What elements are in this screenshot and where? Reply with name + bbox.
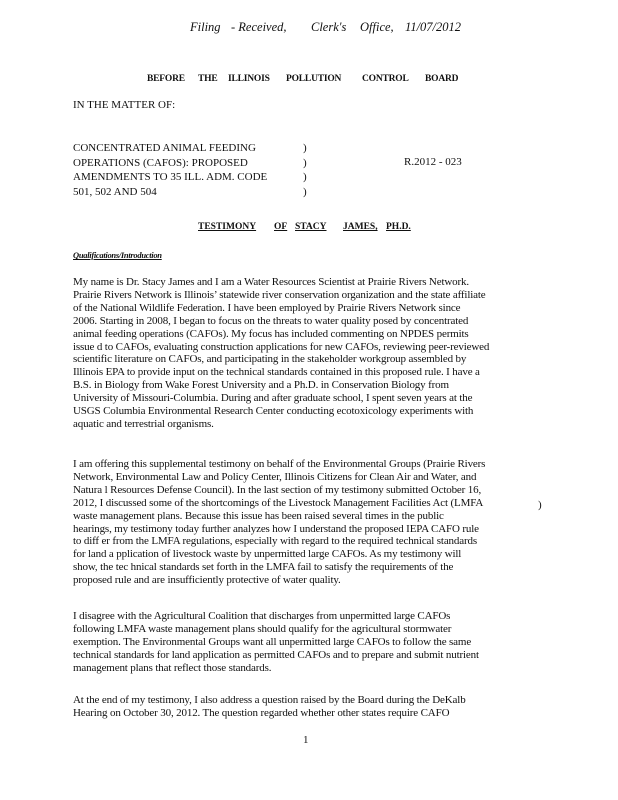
text-line: B.S. in Biology from Wake Forest University and a Ph.D. in Conservation Biology from bbox=[73, 379, 449, 392]
title-word: TESTIMONY bbox=[198, 222, 257, 232]
text-line: animal feeding operations (CAFOs). My focus has included commenting on NPDES permits bbox=[73, 327, 469, 340]
text-line: I disagree with the Agricultural Coalition that discharges from unpermitted large CAFOs bbox=[73, 610, 451, 622]
text-line: I am offering this supplemental testimony on behalf of the Environmental Groups (Prairie Rivers bbox=[73, 458, 486, 470]
page-number: 1 bbox=[303, 734, 309, 746]
filing-word-4: Office, bbox=[360, 20, 394, 34]
text-line: scientific literature on CAFOs, and participating in the stakeholder workgroup assembled by bbox=[73, 353, 467, 366]
title-word: OF bbox=[274, 222, 288, 232]
docket-number: R.2012 - 023 bbox=[404, 156, 462, 168]
case-caption bbox=[73, 141, 303, 199]
text-line: At the end of my testimony, I also address a question raised by the Board during the DeKalb bbox=[73, 694, 466, 706]
text-line: show, the tec hnical standards set forth in the LMFA fail to satisfy the requirements of the bbox=[73, 561, 454, 574]
board-heading-word: THE bbox=[198, 74, 218, 84]
paragraph-3 bbox=[73, 610, 479, 675]
paragraph-1 bbox=[73, 276, 489, 431]
title-word: JAMES, bbox=[343, 222, 378, 232]
text-line: waste management plans. Because this issue has been raised several times in the public bbox=[73, 509, 444, 522]
text-line: technical standards for land application as permitted CAFOs and to prepare and submit nutrient bbox=[73, 648, 479, 661]
text-line: 2012, I discussed some of the shortcomings of the Livestock Management Facilities Act (LMFA bbox=[73, 496, 484, 509]
caption-line: OPERATIONS (CAFOS): PROPOSED bbox=[73, 156, 248, 169]
text-line: of the National Wildlife Federation. I have been employed by Prairie Rivers Network since bbox=[73, 301, 461, 314]
text-line: to diff er from the LMFA regulations, especially with regard to the required technical standards bbox=[73, 535, 477, 548]
text-line: University of Missouri-Columbia. During and after graduate school, I spent seven years at the bbox=[73, 392, 473, 405]
board-heading-word: BEFORE bbox=[147, 74, 185, 84]
caption-line: CONCENTRATED ANIMAL FEEDING bbox=[73, 142, 256, 154]
text-line: Hearing on October 30, 2012. The question regarded whether other states require CAFO bbox=[73, 706, 450, 719]
text-line: following LMFA waste management plans should qualify for the agricultural stormwater bbox=[73, 622, 452, 635]
paren: ) bbox=[303, 185, 307, 198]
caption-parens bbox=[303, 141, 307, 199]
filing-word-1: Filing bbox=[190, 20, 221, 34]
text-line: Illinois EPA to provide input on the technical standards contained in this proposed rule. I have a bbox=[73, 366, 480, 379]
board-heading-word: BOARD bbox=[425, 74, 459, 84]
text-line: aquatic and terrestrial organisms. bbox=[73, 417, 214, 430]
filing-word-2: - Received, bbox=[231, 20, 287, 34]
text-line: Network, Environmental Law and Policy Center, Illinois Citizens for Clean Air and Water, and bbox=[73, 470, 477, 483]
paren: ) bbox=[303, 171, 307, 183]
text-line: exemption. The Environmental Groups want all unpermitted large CAFOs to follow the same bbox=[73, 635, 472, 648]
text-line: hearings, my testimony today further analyzes how I understand the proposed IEPA CAFO rule bbox=[73, 522, 479, 535]
matter-label: IN THE MATTER OF: bbox=[73, 99, 176, 111]
section-heading: Qualifications/Introduction bbox=[73, 250, 162, 260]
text-line: for land a pplication of livestock waste by unpermitted large CAFOs. As my testimony will bbox=[73, 548, 462, 561]
text-line: USGS Columbia Environmental Research Center conducting ecotoxicology experiments with bbox=[73, 405, 474, 418]
text-line: proposed rule and are insufficiently protective of water quality. bbox=[73, 574, 341, 587]
title-word: STACY bbox=[295, 222, 327, 232]
paragraph-4 bbox=[73, 694, 466, 720]
filing-word-3: Clerk's bbox=[311, 20, 347, 34]
paren: ) bbox=[303, 156, 307, 169]
text-line: management plans that reflect those standards. bbox=[73, 661, 272, 674]
title-word: PH.D. bbox=[386, 222, 411, 232]
caption-line: 501, 502 AND 504 bbox=[73, 185, 157, 198]
text-line: Natura l Resources Defense Council). In the last section of my testimony submitted October 16, bbox=[73, 483, 482, 496]
filing-date: 11/07/2012 bbox=[405, 20, 462, 34]
text-line: issue d to CAFOs, evaluating construction applications for new CAFOs, reviewing peer-reviewed bbox=[73, 340, 490, 353]
board-heading-word: ILLINOIS bbox=[228, 74, 270, 84]
board-heading-word: POLLUTION bbox=[286, 74, 342, 84]
paren: ) bbox=[303, 142, 307, 154]
text-line: 2006. Starting in 2008, I began to focus on the threats to water quality posed by concentrated bbox=[73, 314, 469, 327]
caption-line: AMENDMENTS TO 35 ILL. ADM. CODE bbox=[73, 171, 268, 183]
paragraph-2 bbox=[73, 458, 485, 587]
board-heading-word: CONTROL bbox=[362, 74, 409, 84]
margin-mark: ) bbox=[538, 499, 542, 511]
text-line: My name is Dr. Stacy James and I am a Water Resources Scientist at Prairie Rivers Network. bbox=[73, 276, 469, 288]
text-line: Prairie Rivers Network is Illinois’ statewide river conservation organization and the state affiliate bbox=[73, 288, 486, 301]
